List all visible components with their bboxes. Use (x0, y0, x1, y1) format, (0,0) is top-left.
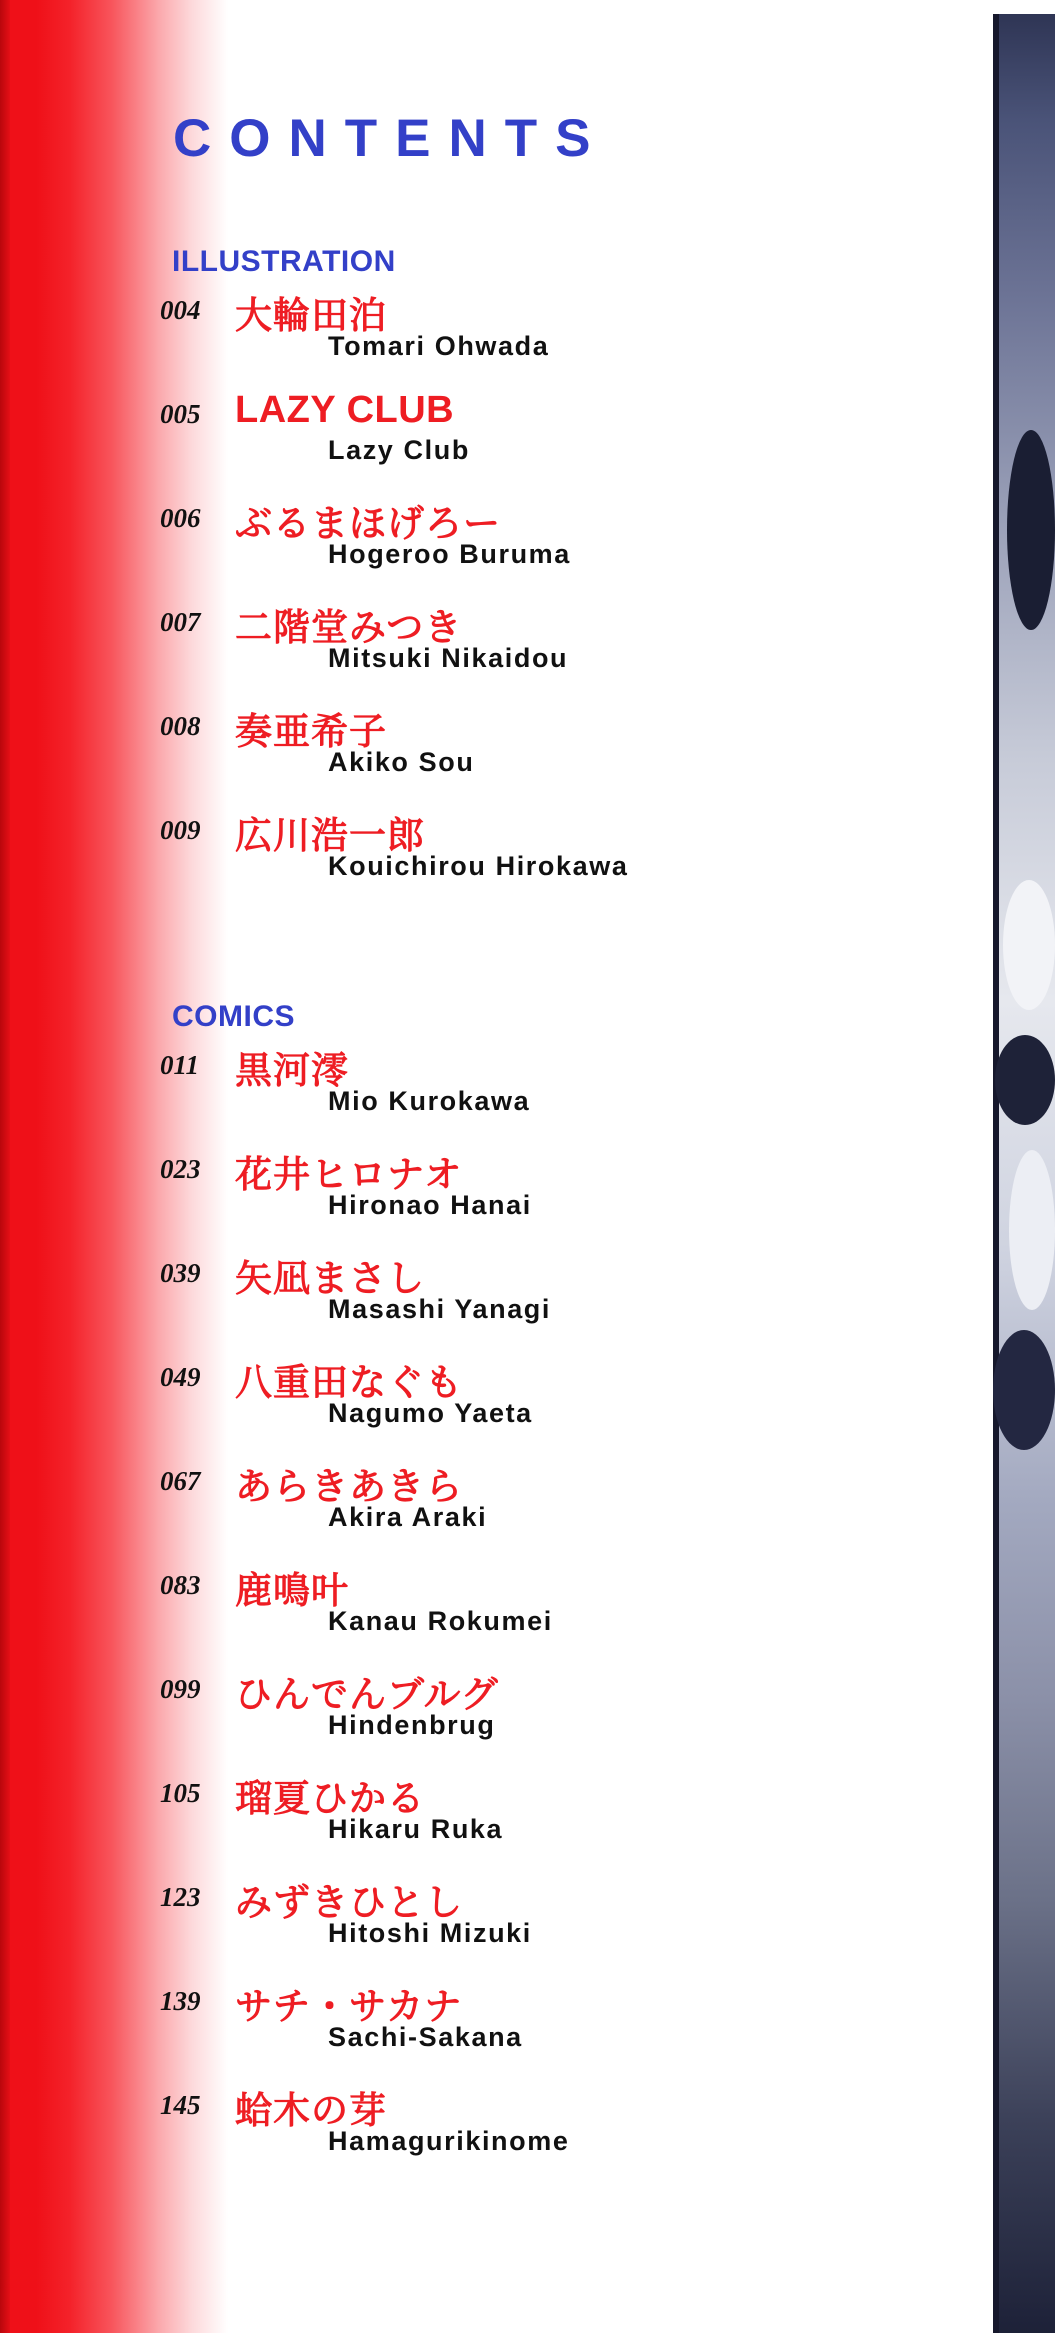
right-photo-strip (993, 0, 1055, 2333)
entry-page-number: 008 (160, 711, 201, 741)
entry-page-number: 039 (160, 1258, 201, 1288)
entry-page-number: 004 (160, 295, 201, 325)
entry-name-jp: あらきあきら (235, 1465, 463, 1508)
entry-name-romaji: Hikaru Ruka (328, 1814, 504, 1844)
entry-name-jp: 大輪田泊 (235, 294, 387, 337)
list-item[interactable] (160, 1976, 920, 2072)
entry-name-romaji: Nagumo Yaeta (328, 1398, 533, 1428)
entry-page-number: 067 (160, 1466, 201, 1496)
section-heading-comics: COMICS (172, 1000, 295, 1033)
entry-name-romaji: Hindenbrug (328, 1710, 496, 1740)
entry-name-jp: 八重田なぐも (235, 1361, 463, 1404)
photo-shape-5 (993, 1330, 1055, 1450)
entry-name-romaji: Kanau Rokumei (328, 1606, 553, 1636)
list-item[interactable] (160, 1040, 920, 1136)
entry-name-jp: 花井ヒロナオ (235, 1153, 463, 1196)
entry-name-jp: 矢凪まさし (235, 1257, 425, 1300)
entry-name-romaji: Kouichirou Hirokawa (328, 851, 629, 881)
entry-page-number: 083 (160, 1570, 201, 1600)
list-item[interactable] (160, 389, 920, 485)
entry-name-romaji: Mio Kurokawa (328, 1086, 531, 1116)
photo-shape-1 (1007, 430, 1055, 630)
entry-name-romaji: Akira Araki (328, 1502, 488, 1532)
entry-name-romaji: Tomari Ohwada (328, 331, 550, 361)
photo-shape-4 (1009, 1150, 1055, 1310)
entry-page-number: 023 (160, 1154, 201, 1184)
list-item[interactable] (160, 1144, 920, 1240)
entry-name-romaji: Sachi-Sakana (328, 2022, 523, 2052)
entry-name-jp: みずきひとし (235, 1881, 463, 1924)
contents-column (160, 0, 920, 2333)
entry-name-jp: 黒河澪 (235, 1049, 349, 1092)
entry-name-jp: 鹿鳴叶 (235, 1569, 349, 1612)
list-item[interactable] (160, 805, 920, 901)
entry-name-jp: 奏亜希子 (235, 710, 387, 753)
entry-name-romaji: Hitoshi Mizuki (328, 1918, 532, 1948)
entry-name-jp: 広川浩一郎 (235, 814, 425, 857)
entry-name-jp: サチ・サカナ (235, 1985, 463, 2028)
entry-page-number: 145 (160, 2090, 201, 2120)
entry-page-number: 139 (160, 1986, 201, 2016)
entry-name-jp: ひんでんブルグ (235, 1673, 499, 1716)
entry-name-jp: ぶるまほげろー (235, 502, 501, 545)
section-comics (160, 1000, 920, 2184)
list-item[interactable] (160, 2080, 920, 2176)
list-item[interactable] (160, 1560, 920, 1656)
entry-name-romaji: Lazy Club (328, 435, 470, 465)
entry-name-jp: LAZY CLUB (235, 389, 455, 431)
entry-name-romaji: Hironao Hanai (328, 1190, 532, 1220)
list-item[interactable] (160, 597, 920, 693)
entry-page-number: 123 (160, 1882, 201, 1912)
entry-name-jp: 蛤木の芽 (235, 2089, 387, 2132)
list-item[interactable] (160, 1456, 920, 1552)
entry-name-romaji: Masashi Yanagi (328, 1294, 552, 1324)
list-item[interactable] (160, 285, 920, 381)
entry-page-number: 105 (160, 1778, 201, 1808)
entry-page-number: 009 (160, 815, 201, 845)
entry-name-romaji: Akiko Sou (328, 747, 475, 777)
list-item[interactable] (160, 1352, 920, 1448)
list-item[interactable] (160, 1248, 920, 1344)
photo-shape-2 (1003, 880, 1055, 1010)
entry-page-number: 005 (160, 399, 201, 429)
list-item[interactable] (160, 1872, 920, 1968)
list-item[interactable] (160, 701, 920, 797)
entry-name-romaji: Hogeroo Buruma (328, 539, 571, 569)
page-title: CONTENTS (173, 109, 609, 168)
left-page-edge (0, 0, 10, 2333)
list-item[interactable] (160, 493, 920, 589)
entry-name-romaji: Mitsuki Nikaidou (328, 643, 569, 673)
photo-top-margin (993, 0, 1055, 14)
entry-page-number: 099 (160, 1674, 201, 1704)
entry-page-number: 049 (160, 1362, 201, 1392)
list-item[interactable] (160, 1768, 920, 1864)
entry-page-number: 011 (160, 1050, 200, 1080)
entry-name-romaji: Hamagurikinome (328, 2126, 570, 2156)
photo-shape-3 (995, 1035, 1055, 1125)
list-item[interactable] (160, 1664, 920, 1760)
section-illustration (160, 245, 920, 909)
section-heading-illustration: ILLUSTRATION (172, 245, 396, 278)
entry-page-number: 006 (160, 503, 201, 533)
entry-page-number: 007 (160, 607, 201, 637)
entry-name-jp: 二階堂みつき (235, 606, 463, 649)
entry-name-jp: 瑠夏ひかる (235, 1777, 425, 1820)
